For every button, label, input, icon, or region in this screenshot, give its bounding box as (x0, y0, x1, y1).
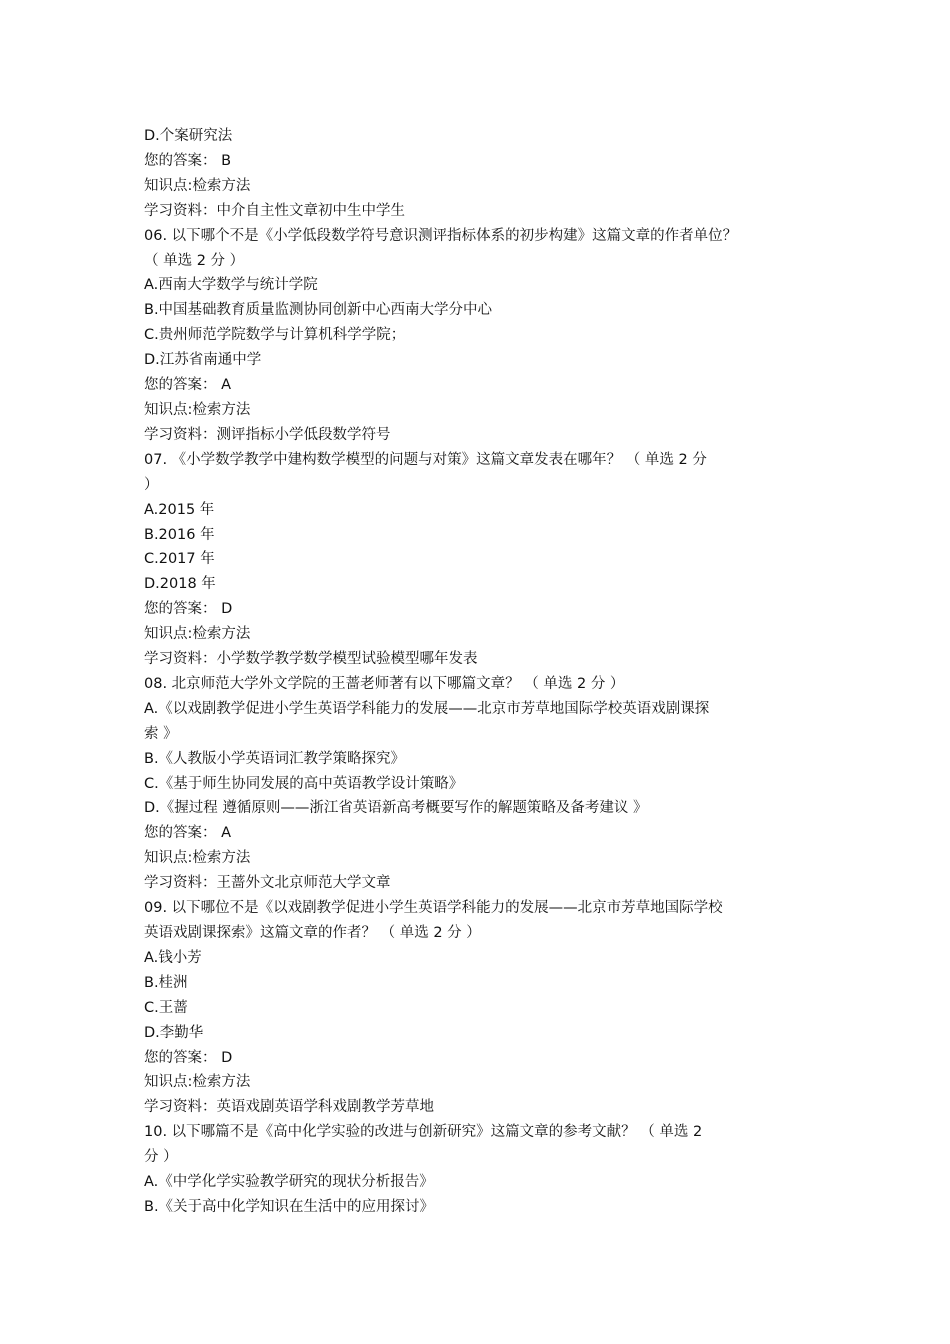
text-line: 您的答案： D (144, 601, 233, 618)
text-line: 知识点:检索方法 (144, 850, 251, 867)
text-line: D.个案研究法 (144, 128, 233, 144)
text-line: C.2017 年 (144, 551, 215, 568)
text-line: D.2018 年 (144, 576, 216, 593)
document-page (144, 124, 824, 1220)
text-line: 学习资料：小学数学教学数学模型试验模型哪年发表 (144, 651, 478, 668)
text-line: B.2016 年 (144, 526, 215, 543)
text-line: 知识点:检索方法 (144, 1074, 251, 1091)
text-line: B.中国基础教育质量监测协同创新中心西南大学分中心 (144, 302, 493, 319)
text-line: 您的答案： A (144, 377, 232, 394)
text-line: D.李勤华 (144, 1024, 204, 1041)
text-line: 学习资料：中介自主性文章初中生中学生 (144, 202, 405, 219)
text-line: ） (144, 476, 159, 493)
text-line: C.《基于师生协同发展的高中英语教学设计策略》 (144, 775, 464, 792)
text-line: 您的答案： A (144, 825, 232, 842)
text-line: 学习资料：测评指标小学低段数学符号 (144, 426, 391, 443)
text-line: 您的答案： B (144, 152, 232, 169)
text-line: 知识点:检索方法 (144, 177, 251, 194)
text-line: 08. 北京师范大学外文学院的王蔷老师著有以下哪篇文章？ （ 单选 2 分 ） (144, 675, 625, 692)
text-line: A.《中学化学实验教学研究的现状分析报告》 (144, 1174, 434, 1191)
text-line: D.江苏省南通中学 (144, 352, 262, 369)
text-line: C.王蔷 (144, 999, 188, 1016)
text-line: A.钱小芳 (144, 949, 202, 966)
text-line: B.《人教版小学英语词汇教学策略探究》 (144, 750, 406, 767)
text-line: 09. 以下哪位不是《以戏剧教学促进小学生英语学科能力的发展——北京市芳草地国际学校 (144, 900, 723, 917)
text-line: 学习资料：英语戏剧英语学科戏剧教学芳草地 (144, 1099, 434, 1116)
text-line: A.《以戏剧教学促进小学生英语学科能力的发展——北京市芳草地国际学校英语戏剧课探 (144, 700, 710, 717)
text-line: 英语戏剧课探索》这篇文章的作者？ （ 单选 2 分 ） (144, 925, 481, 941)
text-line: 分 ） (144, 1149, 178, 1166)
text-line: A.2015 年 (144, 501, 215, 518)
text-line: 07. 《小学数学教学中建构数学模型的问题与对策》这篇文章发表在哪年？ （ 单选 2 分 (144, 451, 707, 468)
text-line: 知识点:检索方法 (144, 626, 251, 643)
text-line: 知识点:检索方法 (144, 401, 251, 418)
text-line: C.贵州师范学院数学与计算机科学学院； (144, 327, 406, 344)
text-line: 10. 以下哪篇不是《高中化学实验的改进与创新研究》这篇文章的参考文献？ （ 单选 2 (144, 1124, 703, 1141)
text-line: A.西南大学数学与统计学院 (144, 277, 318, 294)
text-line: 06. 以下哪个不是《小学低段数学符号意识测评指标体系的初步构建》这篇文章的作者单位？ (144, 227, 738, 244)
text-line: B.桂洲 (144, 974, 188, 991)
text-line: D.《握过程 遵循原则——浙江省英语新高考概要写作的解题策略及备考建议 》 (144, 800, 648, 817)
text-line: （ 单选 2 分 ） (144, 252, 245, 269)
text-line: 您的答案： D (144, 1049, 233, 1066)
text-line: B.《关于高中化学知识在生活中的应用探讨》 (144, 1198, 435, 1215)
text-line: 学习资料：王蔷外文北京师范大学文章 (144, 875, 391, 892)
text-line: 索 》 (144, 725, 178, 742)
